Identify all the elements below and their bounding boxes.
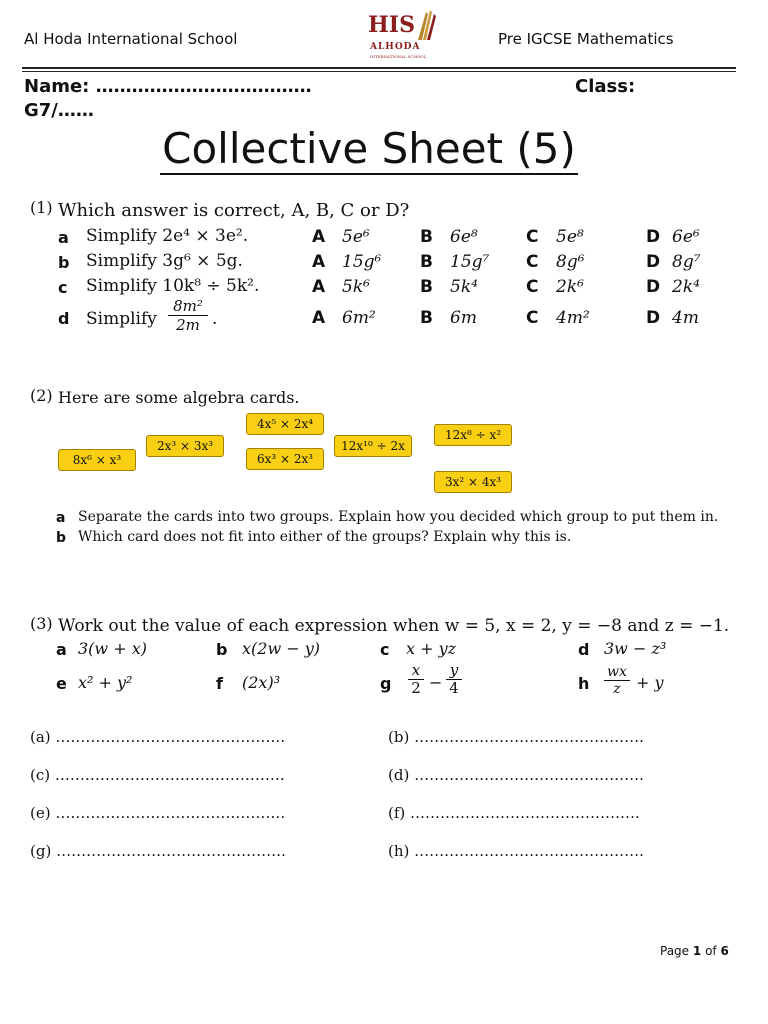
q3-expr-d: 3w − z³: [604, 639, 667, 658]
class-label: Class:: [575, 76, 636, 97]
header-divider-thin: [22, 71, 736, 72]
q3-expr-g-frac1: [408, 662, 424, 697]
answer-line-e[interactable]: (e) ……………………………………….: [30, 804, 286, 822]
option-letter[interactable]: A: [312, 277, 326, 297]
q1-item-label: b: [58, 253, 70, 272]
q3-label-d: d: [578, 640, 590, 659]
q2-number: (2): [30, 386, 53, 405]
name-field: Name: ………………………………: [24, 76, 312, 97]
page-title: [0, 124, 738, 173]
option-value[interactable]: 6e⁸: [450, 227, 478, 247]
school-name: Al Hoda International School: [24, 30, 238, 48]
algebra-card: 12x¹⁰ ÷ 2x: [334, 435, 412, 457]
q3-expr-f: (2x)³: [242, 673, 281, 692]
q1-item-text: Simplify 3g⁶ × 5g.: [86, 251, 243, 271]
q3-label-b: b: [216, 640, 228, 659]
answer-line-a[interactable]: (a) ……………………………………….: [30, 728, 286, 746]
q3-expr-e: x² + y²: [78, 673, 133, 692]
option-value[interactable]: 6e⁶: [672, 227, 700, 247]
option-letter[interactable]: A: [312, 252, 326, 272]
algebra-card: 8x⁶ × x³: [58, 449, 136, 471]
page-title-text: Collective Sheet (5): [162, 124, 576, 173]
q3-expr-h-tail: + y: [636, 673, 664, 692]
q3-label-g: g: [380, 674, 392, 693]
algebra-card: 4x⁵ × 2x⁴: [246, 413, 324, 435]
option-value[interactable]: 15g⁶: [342, 252, 382, 272]
option-value[interactable]: 5e⁶: [342, 227, 370, 247]
logo-sub-text: ALHODA: [370, 42, 421, 52]
option-value[interactable]: 8g⁷: [672, 252, 701, 272]
q3-number: (3): [30, 614, 53, 633]
option-letter[interactable]: C: [526, 308, 539, 328]
of-word: of: [705, 944, 717, 958]
q2-part-b-text: Which card does not fit into either of the groups? Explain why this is.: [78, 529, 572, 545]
q1-item-text: Simplify 2e⁴ × 3e².: [86, 226, 249, 246]
option-value[interactable]: 6m: [450, 308, 477, 328]
frac-numerator: 8m²: [168, 297, 208, 316]
algebra-card: 6x³ × 2x³: [246, 448, 324, 470]
page-total: 6: [720, 944, 729, 958]
option-value[interactable]: 2k⁴: [672, 277, 700, 297]
header-divider: [22, 67, 736, 69]
algebra-card: 3x² × 4x³: [434, 471, 512, 493]
option-value[interactable]: 4m²: [556, 308, 590, 328]
option-letter[interactable]: C: [526, 277, 539, 297]
q3-label-c: c: [380, 640, 390, 659]
option-letter[interactable]: C: [526, 227, 539, 247]
q3-expr-a: 3(w + x): [78, 639, 147, 658]
page-word: Page: [660, 944, 690, 958]
q1-fraction: [168, 297, 208, 334]
frac-denominator: z: [613, 681, 621, 697]
option-letter[interactable]: B: [420, 308, 433, 328]
q2-part-a-label: a: [56, 510, 66, 526]
option-value[interactable]: 2k⁶: [556, 277, 584, 297]
q1-item-label: a: [58, 228, 69, 247]
class-value: G7/……: [24, 100, 94, 121]
option-letter[interactable]: A: [312, 227, 326, 247]
option-letter[interactable]: B: [420, 277, 433, 297]
logo-small-text: INTERNATIONAL SCHOOL: [370, 54, 427, 59]
option-value[interactable]: 6m²: [342, 308, 376, 328]
subject-name: Pre IGCSE Mathematics: [498, 30, 674, 48]
option-value[interactable]: 8g⁶: [556, 252, 585, 272]
school-logo: [368, 6, 438, 66]
q3-label-h: h: [578, 674, 590, 693]
q1-item-text: Simplify: [86, 309, 157, 329]
algebra-card: 12x⁸ ÷ x²: [434, 424, 512, 446]
answer-line-g[interactable]: (g) ……………………………………….: [30, 842, 286, 860]
q1-item-label: d: [58, 309, 70, 328]
option-value[interactable]: 5k⁴: [450, 277, 478, 297]
frac-numerator: x: [408, 662, 424, 680]
q1-item-text: Simplify 10k⁸ ÷ 5k².: [86, 276, 260, 296]
page-number: [660, 944, 729, 958]
answer-line-c[interactable]: (c) ……………………………………….: [30, 766, 285, 784]
option-letter[interactable]: B: [420, 227, 433, 247]
q3-expr-b: x(2w − y): [242, 639, 320, 658]
answer-line-d[interactable]: (d) ……………………………………….: [388, 766, 644, 784]
option-value[interactable]: 4m: [672, 308, 699, 328]
q3-prompt: Work out the value of each expression when w = 5, x = 2, y = −8 and z = −1.: [58, 616, 730, 636]
q3-expr-g-op: −: [429, 673, 443, 692]
answer-line-b[interactable]: (b) ……………………………………….: [388, 728, 644, 746]
option-letter[interactable]: D: [646, 308, 661, 328]
q1-item-text-after: .: [212, 309, 218, 329]
option-letter[interactable]: D: [646, 252, 661, 272]
q3-label-f: f: [216, 674, 223, 693]
book-icon: [416, 8, 438, 42]
option-value[interactable]: 5k⁶: [342, 277, 370, 297]
frac-numerator: wx: [604, 664, 630, 681]
q3-label-a: a: [56, 640, 67, 659]
option-letter[interactable]: D: [646, 277, 661, 297]
option-letter[interactable]: C: [526, 252, 539, 272]
frac-numerator: y: [446, 662, 462, 680]
q2-part-b-label: b: [56, 530, 67, 546]
frac-denominator: 2m: [176, 316, 200, 334]
q3-expr-g-frac2: [446, 662, 462, 697]
logo-main-text: HIS: [368, 12, 415, 38]
option-value[interactable]: 5e⁸: [556, 227, 584, 247]
q3-label-e: e: [56, 674, 67, 693]
q1-prompt: Which answer is correct, A, B, C or D?: [58, 200, 410, 221]
answer-line-h[interactable]: (h) ……………………………………….: [388, 842, 644, 860]
q3-expr-h-frac: [604, 664, 630, 697]
option-letter[interactable]: B: [420, 252, 433, 272]
algebra-card: 2x³ × 3x³: [146, 435, 224, 457]
option-value[interactable]: 15g⁷: [450, 252, 490, 272]
frac-denominator: 2: [411, 679, 421, 697]
q1-item-label: c: [58, 278, 68, 297]
page-current: 1: [692, 944, 702, 958]
q2-part-a-text: Separate the cards into two groups. Explain how you decided which group to put them in.: [78, 509, 719, 525]
answer-line-f[interactable]: (f) ……………………………………….: [388, 804, 640, 822]
q3-expr-c: x + yz: [406, 639, 457, 658]
q2-prompt: Here are some algebra cards.: [58, 388, 300, 407]
option-letter[interactable]: D: [646, 227, 661, 247]
frac-denominator: 4: [449, 679, 459, 697]
option-letter[interactable]: A: [312, 308, 326, 328]
q1-number: (1): [30, 198, 53, 217]
